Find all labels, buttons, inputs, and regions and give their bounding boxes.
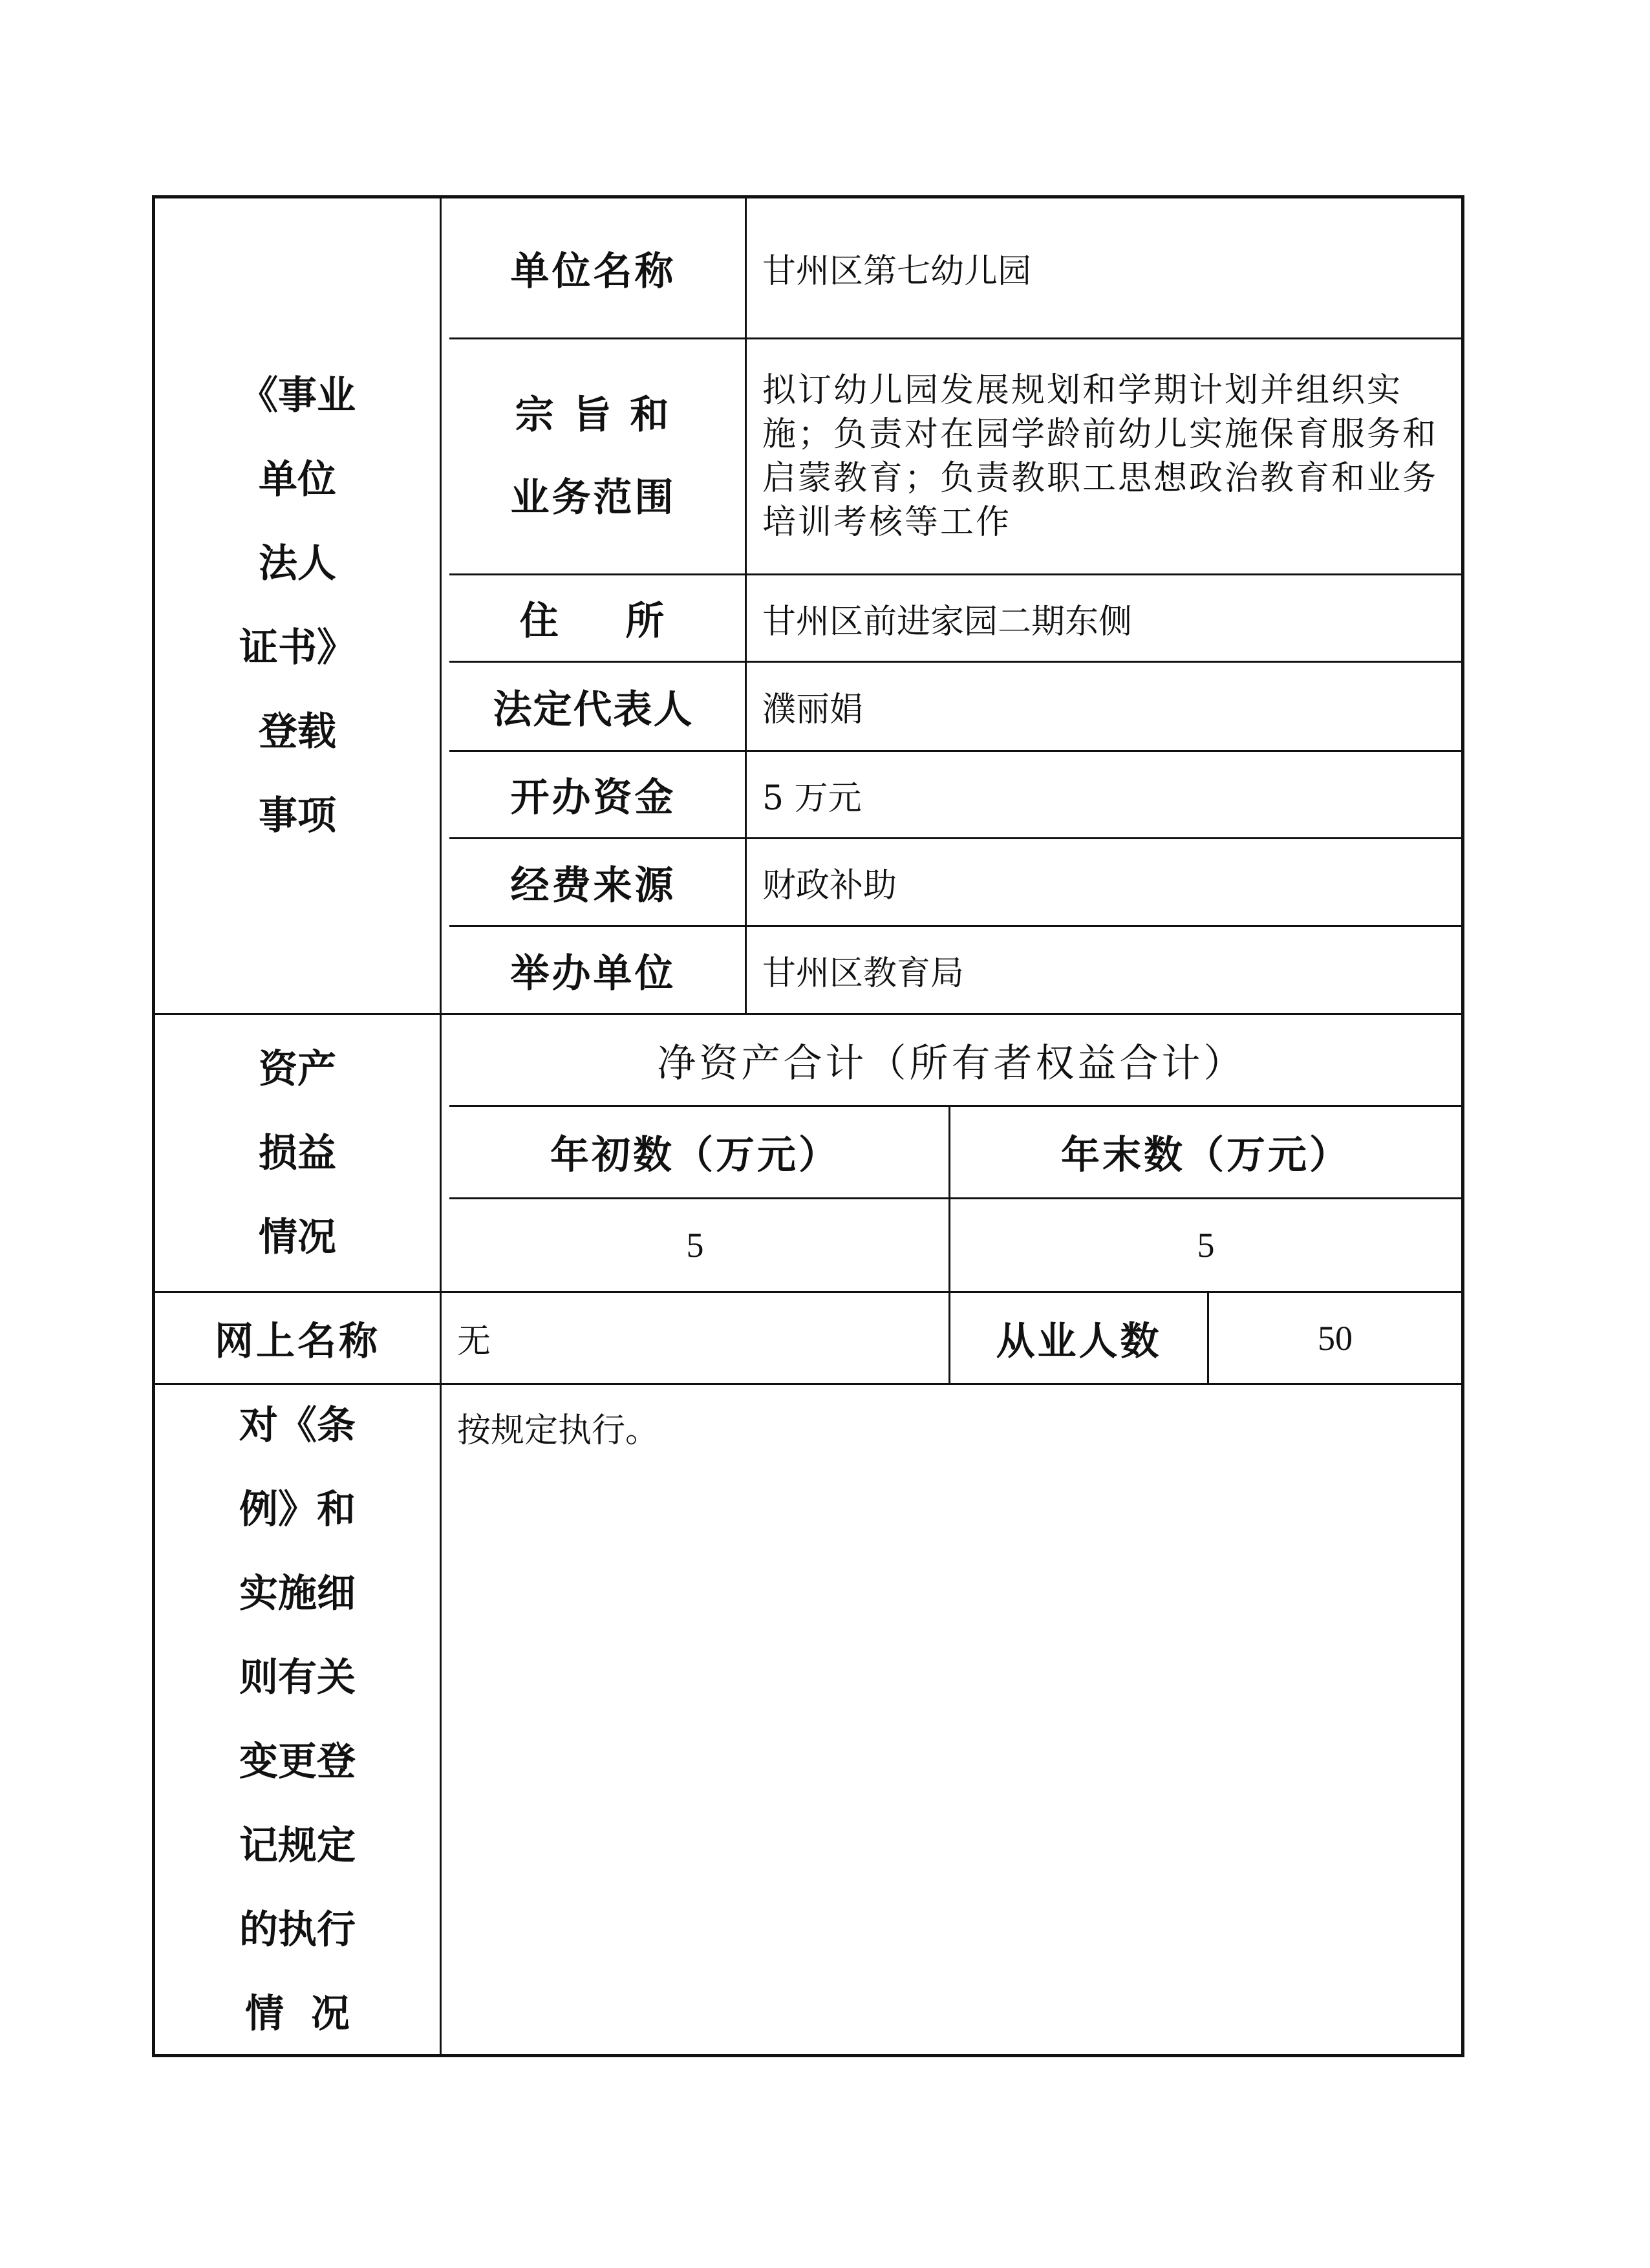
label-line: 对《条 bbox=[239, 1402, 356, 1448]
label-line: 实施细 bbox=[239, 1570, 356, 1616]
end-year-value: 5 bbox=[1197, 1226, 1215, 1265]
address-value: 甘州区前进家园二期东侧 bbox=[762, 602, 1133, 641]
label-line: 情 况 bbox=[245, 1991, 350, 2037]
unit-name-value: 甘州区第七幼儿园 bbox=[762, 252, 1032, 291]
capital-value: 5 万元 bbox=[762, 778, 862, 818]
address-label-text: 住 所 bbox=[519, 599, 667, 644]
label-line: 变更登 bbox=[239, 1738, 356, 1784]
label-line: 登载 bbox=[259, 709, 336, 754]
sponsor-value: 甘州区教育局 bbox=[762, 954, 965, 993]
legal-rep-label: 法定代表人 bbox=[493, 687, 694, 733]
purpose-label-line: 宗 旨 和 bbox=[515, 392, 672, 438]
execution-section-label bbox=[155, 1385, 440, 2054]
address-label bbox=[442, 575, 745, 661]
purpose-label-line: 业务范围 bbox=[510, 475, 676, 520]
end-year-header: 年末数（万元） bbox=[1061, 1133, 1351, 1178]
label-line: 记规定 bbox=[239, 1823, 356, 1868]
report-table bbox=[152, 195, 1464, 2057]
label-line: 法人 bbox=[259, 541, 336, 586]
label-line: 事项 bbox=[259, 793, 336, 839]
label-line: 例》和 bbox=[239, 1486, 356, 1532]
funding-source-label: 经费来源 bbox=[510, 862, 676, 908]
label-line: 损益 bbox=[259, 1130, 336, 1176]
registration-section-label bbox=[155, 198, 440, 1013]
label-line: 资产 bbox=[259, 1046, 336, 1092]
online-name-value: 无 bbox=[457, 1322, 491, 1361]
purpose-value: 拟订幼儿园发展规划和学期计划并组织实施；负责对在园学龄前幼儿实施保育服务和启蒙教育；负责教职工思想政治教育和业务培训考核等工作 bbox=[762, 371, 1439, 542]
staff-count-label: 从业人数 bbox=[996, 1318, 1162, 1364]
online-name-label: 网上名称 bbox=[215, 1318, 380, 1364]
label-line: 证书》 bbox=[239, 625, 356, 670]
sponsor-label: 举办单位 bbox=[510, 950, 676, 996]
label-line: 《事业 bbox=[239, 373, 356, 418]
execution-value: 按规定执行。 bbox=[457, 1411, 659, 1450]
legal-rep-value: 濮丽娟 bbox=[762, 690, 864, 729]
funding-source-value: 财政补助 bbox=[762, 866, 897, 905]
staff-count-value: 50 bbox=[1318, 1318, 1353, 1358]
label-line: 则有关 bbox=[239, 1654, 356, 1700]
net-assets-header: 净资产合计（所有者权益合计） bbox=[657, 1040, 1246, 1086]
capital-label: 开办资金 bbox=[510, 775, 676, 820]
begin-year-value: 5 bbox=[686, 1226, 704, 1265]
label-line: 单位 bbox=[259, 457, 336, 502]
label-line: 的执行 bbox=[239, 1907, 356, 1952]
unit-name-label: 单位名称 bbox=[510, 248, 676, 294]
label-line: 情况 bbox=[259, 1214, 336, 1260]
purpose-label bbox=[442, 339, 745, 573]
assets-section-label bbox=[155, 1015, 440, 1291]
begin-year-header: 年初数（万元） bbox=[550, 1133, 840, 1178]
